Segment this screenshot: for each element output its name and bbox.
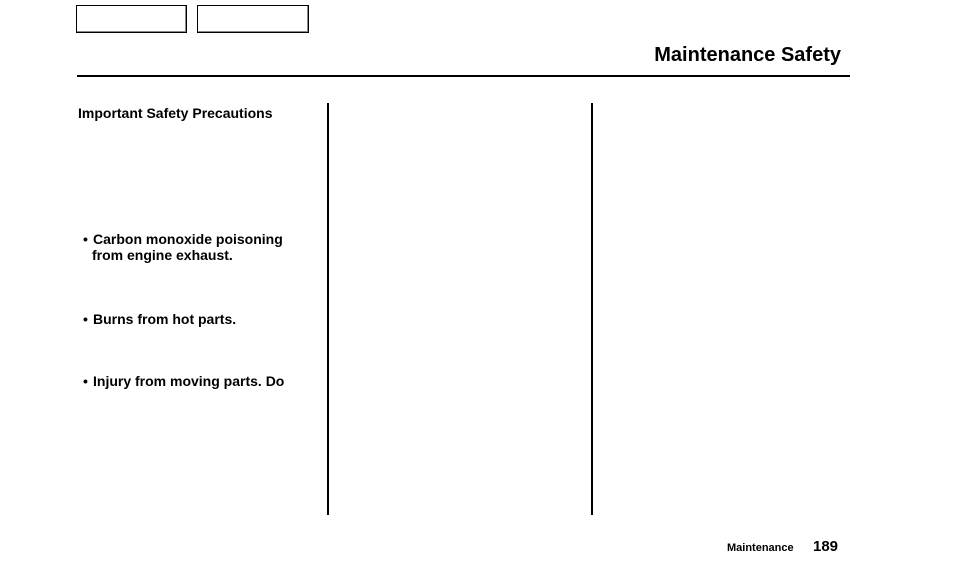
nav-button-next[interactable]	[197, 5, 309, 33]
section-heading: Important Safety Precautions	[78, 105, 273, 121]
column-divider-left	[327, 103, 329, 515]
bullet-icon: •	[83, 373, 88, 389]
bullet-icon: •	[83, 231, 88, 247]
list-item	[83, 231, 323, 263]
footer-section-label: Maintenance	[727, 542, 794, 554]
title-divider	[77, 75, 850, 77]
list-item-text: Carbon monoxide poisoning	[93, 231, 283, 247]
list-item	[83, 373, 323, 389]
list-item	[83, 311, 323, 327]
list-item-text: Injury from moving parts. Do	[93, 373, 285, 389]
list-item-text-continued: from engine exhaust.	[92, 247, 233, 263]
nav-button-previous[interactable]	[76, 5, 187, 33]
list-item-text: Burns from hot parts.	[93, 311, 237, 327]
column-divider-right	[591, 103, 593, 515]
page-title: Maintenance Safety	[654, 44, 841, 66]
page-number: 189	[813, 538, 839, 555]
bullet-icon: •	[83, 311, 88, 327]
